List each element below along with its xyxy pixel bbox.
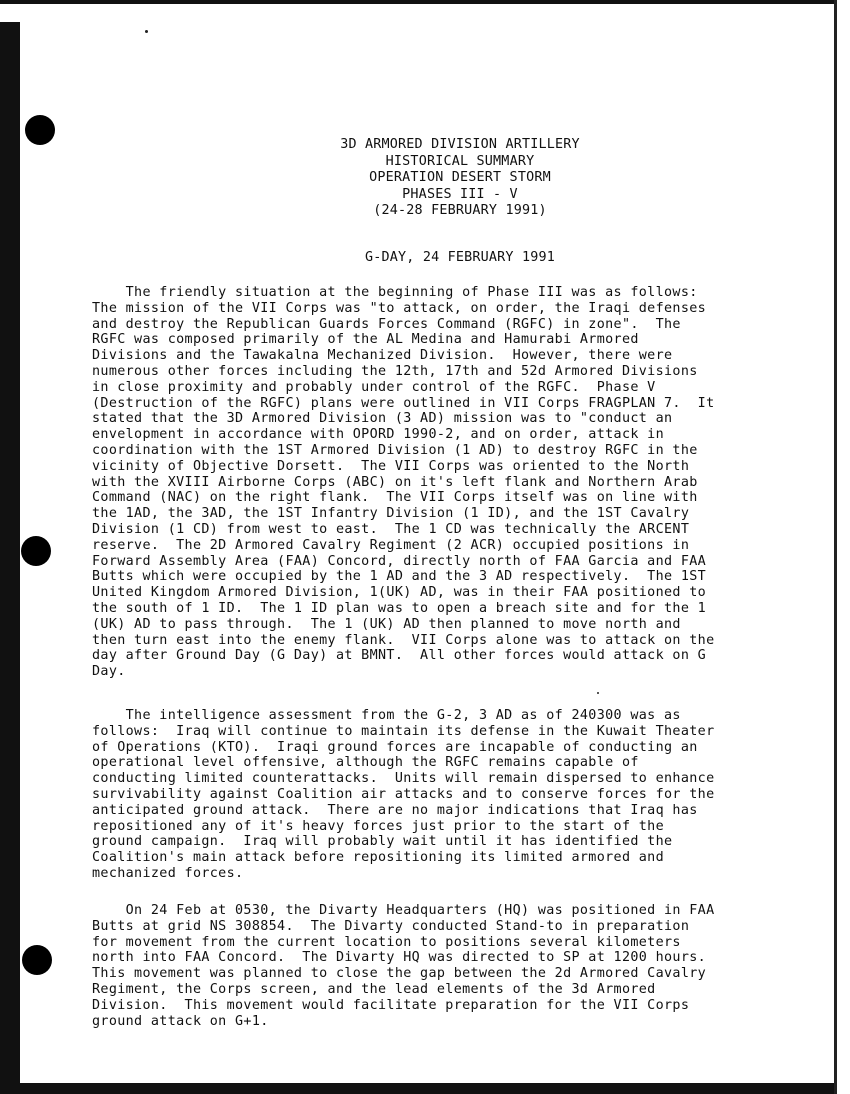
punch-hole-bottom [22, 945, 52, 975]
text-line: RGFC was composed primarily of the AL Medina and Hamurabi Armored [92, 332, 639, 348]
text-line: mechanized forces. [92, 865, 244, 881]
text-line: The mission of the VII Corps was "to attack, on order, the Iraqi defenses [92, 300, 707, 316]
text-line: Divisions and the Tawakalna Mechanized Division. However, there were [92, 348, 673, 364]
text-line: United Kingdom Armored Division, 1(UK) AD, was in their FAA positioned to [92, 585, 707, 601]
scan-edge-right [834, 0, 837, 1094]
text-line: (UK) AD to pass through. The 1 (UK) AD then planned to move north and [92, 616, 681, 632]
text-line: reserve. The 2D Armored Cavalry Regiment (2 ACR) occupied positions in [92, 537, 690, 553]
text-line: Forward Assembly Area (FAA) Concord, directly north of FAA Garcia and FAA [92, 553, 707, 569]
text-line: ground attack on G+1. [92, 1013, 269, 1029]
text-line: coordination with the 1ST Armored Division (1 AD) to destroy RGFC in the [92, 442, 698, 458]
paragraph-friendly-situation [92, 285, 832, 680]
header-line: PHASES III - V [402, 186, 518, 202]
text-line: vicinity of Objective Dorsett. The VII Corps was oriented to the North [92, 458, 690, 474]
text-line: Butts at grid NS 308854. The Divarty conducted Stand-to in preparation [92, 918, 690, 934]
text-line: Regiment, the Corps screen, and the lead elements of the 3d Armored [92, 981, 656, 997]
scan-speck [145, 30, 148, 33]
text-line: in close proximity and probably under control of the RGFC. Phase V [92, 379, 656, 395]
text-line: This movement was planned to close the gap between the 2d Armored Cavalry [92, 966, 707, 982]
scan-edge-top [0, 0, 836, 4]
text-line: of Operations (KTO). Iraqi ground forces are incapable of conducting an [92, 739, 698, 755]
text-line: (Destruction of the RGFC) plans were outlined in VII Corps FRAGPLAN 7. It [92, 395, 715, 411]
punch-hole-top [25, 115, 55, 145]
text-line: ground campaign. Iraq will probably wait until it has identified the [92, 834, 673, 850]
text-line: with the XVIII Airborne Corps (ABC) on it's left flank and Northern Arab [92, 474, 698, 490]
header-line: (24-28 FEBRUARY 1991) [373, 203, 547, 218]
text-line: the 1AD, the 3AD, the 1ST Infantry Division (1 ID), and the 1ST Cavalry [92, 506, 690, 522]
text-line: numerous other forces including the 12th, 17th and 52d Armored Divisions [92, 363, 698, 379]
text-line: for movement from the current location to positions several kilometers [92, 934, 681, 950]
document-header [300, 137, 620, 220]
punch-hole-middle [21, 536, 51, 566]
text-line: anticipated ground attack. There are no major indications that Iraq has [92, 802, 698, 818]
text-line: conducting limited counterattacks. Units will remain dispersed to enhance [92, 771, 715, 787]
text-line: envelopment in accordance with OPORD 1990-2, and on order, attack in [92, 427, 665, 443]
text-line: stated that the 3D Armored Division (3 AD) mission was to "conduct an [92, 411, 673, 427]
scan-edge-left [0, 22, 20, 1094]
scan-edge-bottom [20, 1083, 834, 1094]
text-line: Coalition's main attack before repositioning its limited armored and [92, 850, 665, 866]
text-line: and destroy the Republican Guards Forces Command (RGFC) in zone". The [92, 316, 681, 332]
header-line: OPERATION DESERT STORM [369, 170, 551, 185]
scan-speck [597, 692, 599, 694]
text-line: survivability against Coalition air attacks and to conserve forces for the [92, 786, 715, 802]
text-line: Command (NAC) on the right flank. The VII Corps itself was on line with [92, 490, 698, 506]
text-line: The friendly situation at the beginning of Phase III was as follows: [92, 285, 698, 300]
text-line: north into FAA Concord. The Divarty HQ was directed to SP at 1200 hours. [92, 950, 707, 966]
text-line: Butts which were occupied by the 1 AD and the 3 AD respectively. The 1ST [92, 569, 707, 585]
text-line: repositioned any of it's heavy forces just prior to the start of the [92, 818, 665, 834]
text-line: then turn east into the enemy flank. VII Corps alone was to attack on the [92, 632, 715, 648]
text-line: day after Ground Day (G Day) at BMNT. All other forces would attack on G [92, 648, 707, 664]
text-line: Day. [92, 664, 126, 680]
date-heading: G-DAY, 24 FEBRUARY 1991 [364, 250, 556, 265]
text-line: the south of 1 ID. The 1 ID plan was to open a breach site and for the 1 [92, 600, 707, 616]
text-line: Division (1 CD) from west to east. The 1 CD was technically the ARCENT [92, 521, 690, 537]
text-line: The intelligence assessment from the G-2, 3 AD as of 240300 was as [92, 708, 681, 723]
paragraph-divarty-movement [92, 903, 832, 1029]
text-line: follows: Iraq will continue to maintain its defense in the Kuwait Theater [92, 723, 715, 739]
text-line: On 24 Feb at 0530, the Divarty Headquarters (HQ) was positioned in FAA [92, 903, 715, 918]
header-line: 3D ARMORED DIVISION ARTILLERY [340, 137, 580, 152]
text-line: Division. This movement would facilitate preparation for the VII Corps [92, 997, 690, 1013]
paragraph-intelligence-assessment [92, 708, 832, 882]
text-line: operational level offensive, although the RGFC remains capable of [92, 755, 639, 771]
header-line: HISTORICAL SUMMARY [385, 153, 535, 169]
